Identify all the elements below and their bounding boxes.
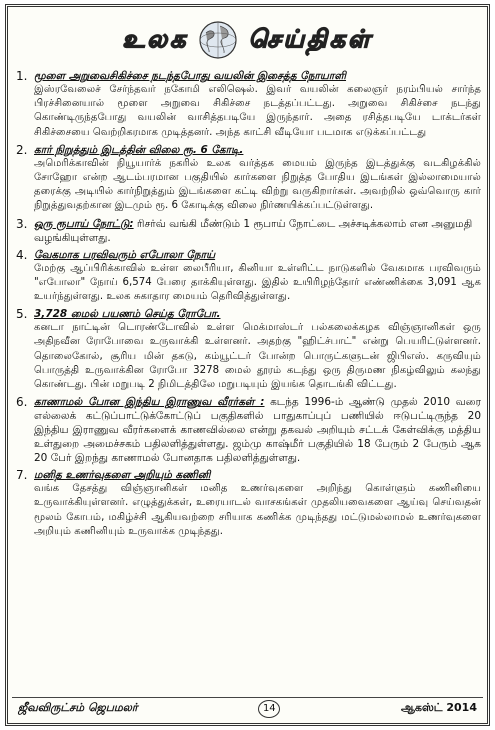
item-body: இஸ்ரவேலைச் சேர்ந்தவர் நகோமி எலிஷெல். இவர் வயலின் கலைஞர் நரம்பியல் சார்ந்த பிரச்சினையால் மூளை அறுவை சிகிச்சை நடத்தப்பட்டது. அறுவை சிகிச்சை நடந்து கொண்டிருந்தபோது வயலின் வாசித்தபடியே இருந்தார். அதை ரசித்தபடியே டாக்டர்கள் சிகிச்சையை வெற்றிகரமாக முடித்தனர். அந்த காட்சி வீடியோ படமாக எடுக்கப்பட்டது [34, 84, 481, 138]
item-heading: ஒரு ரூபாய் நோட்டு: [34, 217, 134, 230]
globe-icon [198, 20, 238, 60]
item-number: 3. [16, 216, 28, 231]
item-body: மேற்கு ஆப்பிரிக்காவில் உள்ள லைபீரியா, கினியா உள்ளிட்ட நாடுகளில் வேகமாக பரவிவரும் "எபோலா" நோய் 6,574 பேரை தாக்கியுள்ளது. இதில் உயிரிழந்தோர் எண்ணிக்கை 3,091 ஆக உயர்ந்துள்ளது. உலக சுகாதார மையம் தெரிவித்துள்ளது. [34, 262, 481, 303]
issue-date: ஆகஸ்ட் 2014 [401, 701, 477, 714]
news-item [16, 248, 481, 305]
item-body: வங்க தேசத்து விஞ்ஞானிகள் மனித உணர்வுகளை அறிந்து கொள்ளும் கணினியை உருவாக்கியுள்ளனர். எழுத்துக்கள், உரையாடல் வாசகங்கள் முதலியவைகளை ஆய்வு செய்வதன் மூலம் கோபம், மகிழ்ச்சி ஆகியவற்றை சரியாக கணிக்க முடிந்தது மட்டுமல்லாமல் உணர்வுகளை அறியும் கணினியும் உருவாக்க முடிந்தது. [34, 483, 481, 537]
news-item [16, 395, 481, 465]
item-heading: கார் நிறுத்தும் இடத்தின் விலை ரூ. 6 கோடி. [34, 143, 244, 156]
title-word-right: செய்திகள் [248, 24, 373, 53]
item-body: அமெரிக்காவின் நியூயார்க் நகரில் உலக வர்த்தக மையம் இருந்த இடத்துக்கு வடகிழக்கில் சோஹோ என்ற ஆடம்பரமான பகுதியில் கார்களை நிறுத்த போதிய இடங்கள் இல்லாமையால் தரைக்கு அடியில் கார்நிறுத்தும் இடங்களை கட்டி விற்று வருகிறார்கள். அவற்றில் ஒவ்வொரு கார் நிறுத்துவதற்கான இடமும் ரூ. 6 கோடிக்கு விலை நிர்ணயிக்கப்பட்டுள்ளது. [34, 157, 481, 212]
item-heading: வேகமாக பரவிவரும் எபோலா நோய் [34, 248, 216, 261]
item-body: கடந்த 1996-ம் ஆண்டு முதல் 2010 வரை எல்லைக் கட்டுப்பாட்டுக்கோட்டுப் பகுதிகளில் பாதுகாப்புப் பணியில் ஈடுபட்டிருந்த 20 இந்திய இராணுவ வீரர்களைக் காணவில்லை என்று தகவல் அறியும் சட்டக் கேள்விக்கு மத்திய உள்துறை அமைச்சகம் பதிலளித்துள்ளது. ஜம்மு காஷ்மீர் பகுதியில் 18 பேரும் 2 பேரும் ஆக 20 பேர் இறந்து காணாமல் போனதாக பதிலளித்துள்ளது. [34, 396, 481, 465]
news-item [16, 307, 481, 392]
page-footer [12, 697, 483, 719]
item-heading: 3,728 மைல் பயணம் செய்த ரோபோ. [34, 308, 221, 321]
item-body: ரிசர்வ் வங்கி மீண்டும் 1 ரூபாய் நோட்டை அச்சடிக்கலாம் என அனுமதி வழங்கியுள்ளது. [34, 217, 473, 244]
item-number: 5. [16, 307, 28, 322]
magazine-name: ஜீவவிருட்சம் ஜெபமலர் [18, 701, 138, 714]
item-body: கனடா நாட்டின் டொரண்டோவில் உள்ள மெக்மாஸ்டர் பல்கலைக்கழக விஞ்ஞானிகள் ஒரு அதிநவீன ரோபோவை உருவாக்கி உள்ளனர். அதற்கு "ஹிட்ச்பாட்" என்று பெயரிட்டுள்ளனர். தொலைகோல், சூரிய மின் தகடு, கம்யூட்டர் போன்ற பொருட்களுடன் ஜிபிஎஸ். கருவியும் பொருத்தி உருவாக்கின ரோபோ 3278 மைல் தூரம் கடந்து ஒரு திருமண நிகழ்விலும் கலந்து கொண்டது. பின் மறுபடி 2 நிமிடத்திலே மறுபடியும் இயங்க தொடங்கி விட்டது. [34, 322, 481, 391]
page-title [8, 13, 487, 67]
item-heading: மூளை அறுவைசிகிச்சை நடந்தபோது வயலின் இசைத்த நோயாளி [34, 70, 347, 82]
news-item [16, 143, 481, 214]
item-number: 6. [16, 395, 28, 410]
news-item [16, 468, 481, 539]
item-heading: காணாமல் போன இந்திய இராணுவ வீரர்கள் : [34, 396, 265, 409]
title-word-left: உலக [122, 24, 189, 53]
item-number: 2. [16, 142, 28, 157]
page-number: 14 [258, 700, 280, 718]
news-item [16, 69, 481, 140]
news-item [16, 217, 481, 245]
news-list [16, 69, 481, 542]
magazine-page [5, 4, 490, 726]
item-number: 1. [16, 69, 28, 83]
item-number: 7. [16, 468, 28, 483]
item-heading: மனித உணர்வுகளை அறியும் கணினி [34, 469, 211, 482]
item-number: 4. [16, 247, 28, 262]
